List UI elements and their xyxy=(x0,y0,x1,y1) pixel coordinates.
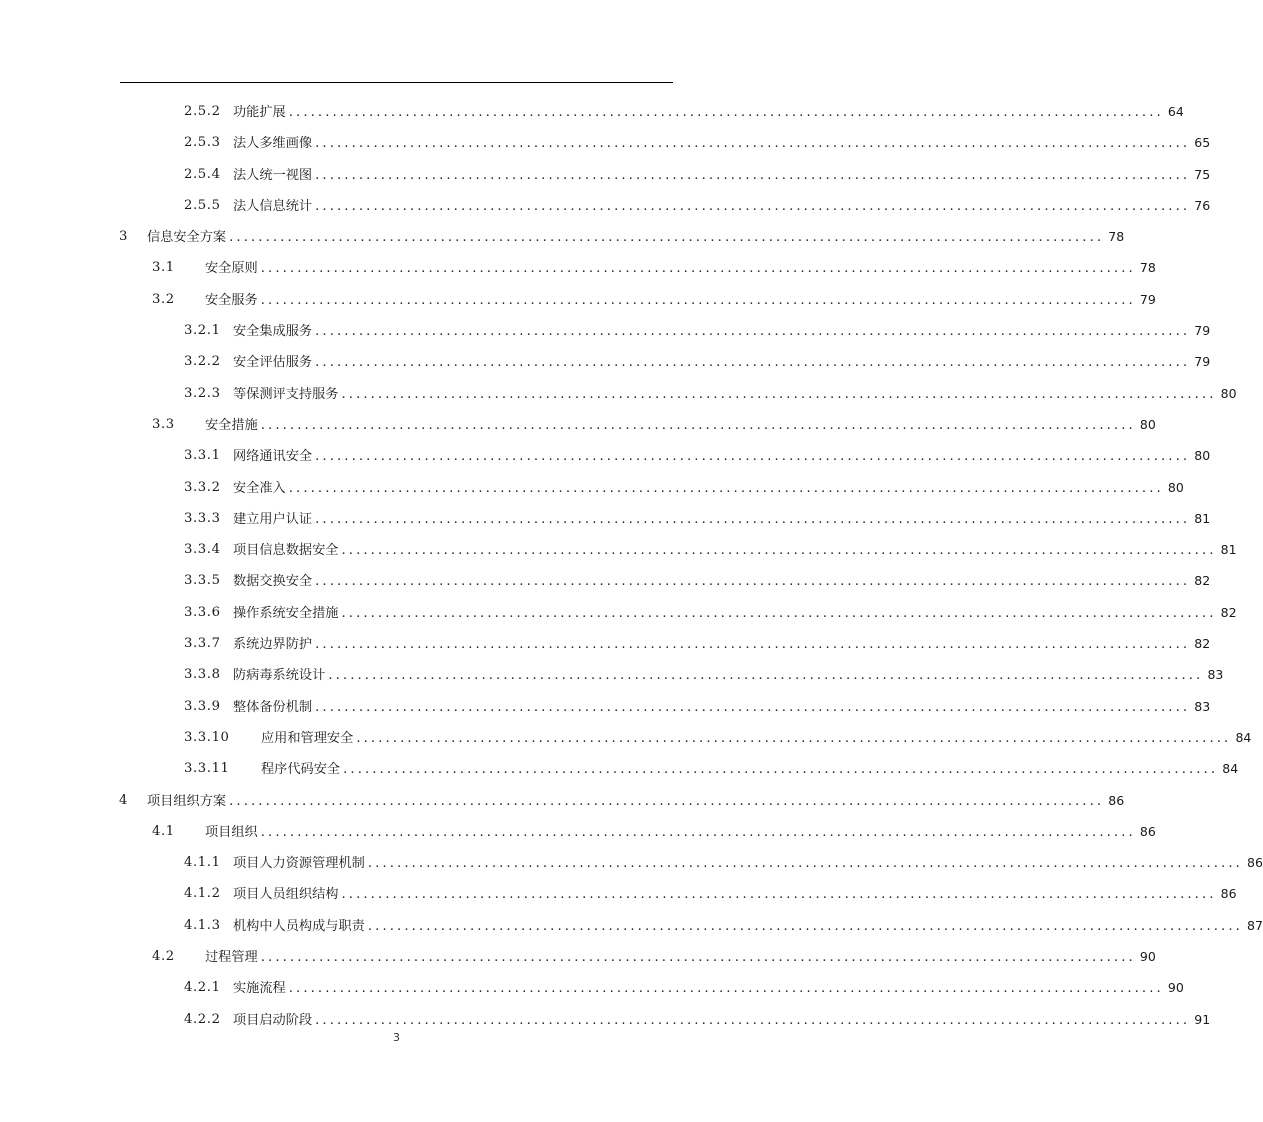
toc-entry-number: 4.2 xyxy=(152,949,175,965)
toc-entry-title: 项目启动阶段 xyxy=(233,1012,313,1028)
toc-entry-number: 4.1.2 xyxy=(184,886,221,902)
toc-leader-dots: ........................................................................................................................ xyxy=(341,887,1217,903)
toc-entry-title: 过程管理 xyxy=(205,950,258,966)
toc-entry-page: 64 xyxy=(1167,104,1184,119)
toc-entry-number: 3.3.3 xyxy=(184,510,221,526)
toc-entry-number: 3.2.1 xyxy=(184,323,221,339)
toc-entry[interactable] xyxy=(0,534,1237,565)
toc-entry-title: 项目组织 xyxy=(205,824,258,840)
toc-entry-number: 3 xyxy=(119,229,128,245)
toc-entry-title: 系统边界防护 xyxy=(233,637,313,653)
toc-entry-number: 4.1.1 xyxy=(184,855,221,871)
toc-entry-title: 功能扩展 xyxy=(233,105,286,120)
toc-entry-number: 3.3.9 xyxy=(184,698,221,714)
toc-entry-page: 86 xyxy=(1247,855,1263,871)
toc-leader-dots: ........................................................................................................................ xyxy=(260,824,1136,840)
toc-entry-number: 3.3.4 xyxy=(184,542,221,558)
toc-leader-dots: ........................................................................................................................ xyxy=(315,574,1191,590)
toc-leader-dots: ........................................................................................................................ xyxy=(315,324,1191,340)
toc-entry-title: 项目人力资源管理机制 xyxy=(233,856,365,872)
toc-entry-title: 项目信息数据安全 xyxy=(233,543,339,559)
toc-entry-page: 65 xyxy=(1194,135,1211,151)
toc-entry-title: 数据交换安全 xyxy=(233,574,313,590)
toc-entry[interactable] xyxy=(0,878,1237,909)
toc-entry-title: 网络通讯安全 xyxy=(233,449,313,465)
toc-entry-number: 3.3.2 xyxy=(184,479,221,495)
toc-entry-title: 安全服务 xyxy=(205,292,258,308)
toc-entry[interactable] xyxy=(0,910,1263,941)
table-of-contents xyxy=(0,96,1263,1035)
toc-entry-page: 91 xyxy=(1194,1011,1211,1027)
toc-entry-page: 79 xyxy=(1194,323,1211,339)
toc-entry[interactable] xyxy=(0,472,1184,503)
toc-leader-dots: ........................................................................................................................ xyxy=(260,292,1136,308)
toc-leader-dots: ........................................................................................................................ xyxy=(315,637,1191,653)
toc-entry[interactable] xyxy=(0,816,1156,847)
toc-entry-number: 2.5.5 xyxy=(184,197,221,213)
toc-leader-dots: ........................................................................................................................ xyxy=(260,950,1136,966)
toc-leader-dots: ........................................................................................................................ xyxy=(288,105,1164,120)
toc-entry-page: 79 xyxy=(1139,291,1156,307)
toc-entry[interactable] xyxy=(0,941,1156,972)
toc-entry-page: 84 xyxy=(1235,729,1252,745)
toc-entry[interactable] xyxy=(0,96,1184,127)
toc-entry-page: 75 xyxy=(1194,166,1211,182)
page-number: 3 xyxy=(393,1031,400,1044)
toc-leader-dots: ........................................................................................................................ xyxy=(315,167,1191,183)
toc-entry-number: 3.2 xyxy=(152,291,175,307)
toc-entry-number: 2.5.4 xyxy=(184,166,221,182)
toc-entry-page: 90 xyxy=(1167,980,1184,996)
toc-entry[interactable] xyxy=(0,127,1211,158)
toc-entry-number: 3.3.5 xyxy=(184,573,221,589)
toc-leader-dots: ........................................................................................................................ xyxy=(288,981,1164,997)
toc-entry-title: 等保测评支持服务 xyxy=(233,386,339,402)
toc-leader-dots: ........................................................................................................................ xyxy=(341,605,1217,621)
toc-entry-title: 安全准入 xyxy=(233,480,286,496)
toc-entry-title: 安全原则 xyxy=(205,261,258,277)
toc-entry-page: 86 xyxy=(1108,792,1125,808)
toc-entry-page: 82 xyxy=(1220,604,1237,620)
toc-entry-number: 3.2.3 xyxy=(184,385,221,401)
toc-entry-title: 防病毒系统设计 xyxy=(233,668,326,684)
toc-entry-page: 80 xyxy=(1220,385,1237,401)
toc-entry[interactable] xyxy=(0,847,1263,878)
toc-entry-title: 机构中人员构成与职责 xyxy=(233,918,365,934)
toc-entry-number: 3.3.10 xyxy=(184,729,230,745)
toc-entry-number: 3.2.2 xyxy=(184,354,221,370)
toc-leader-dots: ........................................................................................................................ xyxy=(260,417,1136,433)
toc-leader-dots: ........................................................................................................................ xyxy=(315,449,1191,465)
toc-entry-page: 79 xyxy=(1194,354,1211,370)
toc-entry-page: 82 xyxy=(1194,636,1211,652)
toc-leader-dots: ........................................................................................................................ xyxy=(315,511,1191,527)
toc-leader-dots: ........................................................................................................................ xyxy=(341,386,1217,402)
toc-entry-number: 3.3.7 xyxy=(184,636,221,652)
toc-entry-title: 实施流程 xyxy=(233,981,286,997)
toc-leader-dots: ........................................................................................................................ xyxy=(343,762,1219,778)
toc-entry[interactable] xyxy=(0,972,1184,1003)
toc-entry-number: 4 xyxy=(119,792,128,808)
toc-entry-title: 信息安全方案 xyxy=(147,230,227,246)
toc-entry-number: 4.1 xyxy=(152,823,175,839)
toc-leader-dots: ........................................................................................................................ xyxy=(315,355,1191,371)
toc-entry[interactable] xyxy=(0,409,1156,440)
toc-entry-page: 76 xyxy=(1194,197,1211,213)
toc-entry[interactable] xyxy=(0,691,1211,722)
toc-entry-number: 3.3.1 xyxy=(184,448,221,464)
toc-leader-dots: ........................................................................................................................ xyxy=(341,543,1217,559)
toc-entry-number: 3.1 xyxy=(152,260,175,276)
toc-entry-page: 83 xyxy=(1207,667,1224,683)
toc-entry[interactable] xyxy=(0,659,1224,690)
toc-entry-page: 80 xyxy=(1194,448,1211,464)
toc-entry-number: 3.3 xyxy=(152,416,175,432)
toc-leader-dots: ........................................................................................................................ xyxy=(229,793,1105,809)
toc-entry[interactable] xyxy=(0,440,1211,471)
toc-entry-number: 3.3.11 xyxy=(184,761,230,777)
toc-leader-dots: ........................................................................................................................ xyxy=(328,668,1204,684)
toc-entry[interactable] xyxy=(0,565,1211,596)
toc-leader-dots: ........................................................................................................................ xyxy=(315,136,1191,152)
toc-entry-page: 81 xyxy=(1194,510,1211,526)
toc-leader-dots: ........................................................................................................................ xyxy=(229,230,1105,246)
toc-entry[interactable] xyxy=(0,346,1211,377)
toc-entry-title: 建立用户认证 xyxy=(233,511,313,527)
toc-entry-page: 83 xyxy=(1194,698,1211,714)
toc-entry-title: 安全措施 xyxy=(205,417,258,433)
toc-leader-dots: ........................................................................................................................ xyxy=(356,730,1232,746)
toc-entry-number: 4.2.1 xyxy=(184,980,221,996)
toc-entry-number: 3.3.6 xyxy=(184,604,221,620)
toc-entry[interactable] xyxy=(0,221,1125,252)
toc-entry-title: 法人多维画像 xyxy=(233,136,313,152)
toc-entry-title: 安全集成服务 xyxy=(233,324,313,340)
toc-entry[interactable] xyxy=(0,628,1211,659)
toc-entry[interactable] xyxy=(0,503,1211,534)
header-rule xyxy=(120,82,673,83)
toc-entry[interactable] xyxy=(0,753,1239,784)
toc-entry[interactable] xyxy=(0,722,1252,753)
toc-leader-dots: ........................................................................................................................ xyxy=(367,856,1243,872)
toc-entry-number: 2.5.2 xyxy=(184,104,221,119)
toc-entry-page: 86 xyxy=(1139,823,1156,839)
toc-leader-dots: ........................................................................................................................ xyxy=(288,480,1164,496)
toc-entry-page: 82 xyxy=(1194,573,1211,589)
toc-entry[interactable] xyxy=(0,315,1211,346)
toc-entry-page: 86 xyxy=(1220,886,1237,902)
toc-entry[interactable] xyxy=(0,190,1211,221)
toc-leader-dots: ........................................................................................................................ xyxy=(315,198,1191,214)
toc-entry-number: 2.5.3 xyxy=(184,135,221,151)
toc-entry-page: 81 xyxy=(1220,542,1237,558)
toc-entry-title: 操作系统安全措施 xyxy=(233,605,339,621)
toc-entry-page: 80 xyxy=(1139,416,1156,432)
toc-leader-dots: ........................................................................................................................ xyxy=(367,918,1243,934)
toc-leader-dots: ........................................................................................................................ xyxy=(260,261,1136,277)
toc-entry-number: 4.1.3 xyxy=(184,917,221,933)
toc-entry-title: 应用和管理安全 xyxy=(261,730,354,746)
toc-entry-number: 3.3.8 xyxy=(184,667,221,683)
toc-entry-title: 项目人员组织结构 xyxy=(233,887,339,903)
toc-entry[interactable] xyxy=(0,597,1237,628)
toc-entry-page: 90 xyxy=(1139,949,1156,965)
toc-entry-page: 87 xyxy=(1247,917,1263,933)
toc-entry-title: 整体备份机制 xyxy=(233,699,313,715)
toc-entry-page: 80 xyxy=(1167,479,1184,495)
toc-leader-dots: ........................................................................................................................ xyxy=(315,1012,1191,1028)
toc-entry[interactable] xyxy=(0,378,1237,409)
toc-entry[interactable] xyxy=(0,252,1156,283)
toc-entry-title: 程序代码安全 xyxy=(261,762,341,778)
toc-leader-dots: ........................................................................................................................ xyxy=(315,699,1191,715)
toc-entry-page: 78 xyxy=(1139,260,1156,276)
toc-entry-title: 安全评估服务 xyxy=(233,355,313,371)
toc-entry[interactable] xyxy=(0,284,1156,315)
toc-entry-page: 84 xyxy=(1222,761,1239,777)
toc-entry-page: 78 xyxy=(1108,229,1125,245)
toc-entry-title: 法人信息统计 xyxy=(233,198,313,214)
toc-entry-title: 项目组织方案 xyxy=(147,793,227,809)
toc-entry-title: 法人统一视图 xyxy=(233,167,313,183)
toc-entry[interactable] xyxy=(0,159,1211,190)
toc-entry[interactable] xyxy=(0,785,1125,816)
toc-entry-number: 4.2.2 xyxy=(184,1011,221,1027)
